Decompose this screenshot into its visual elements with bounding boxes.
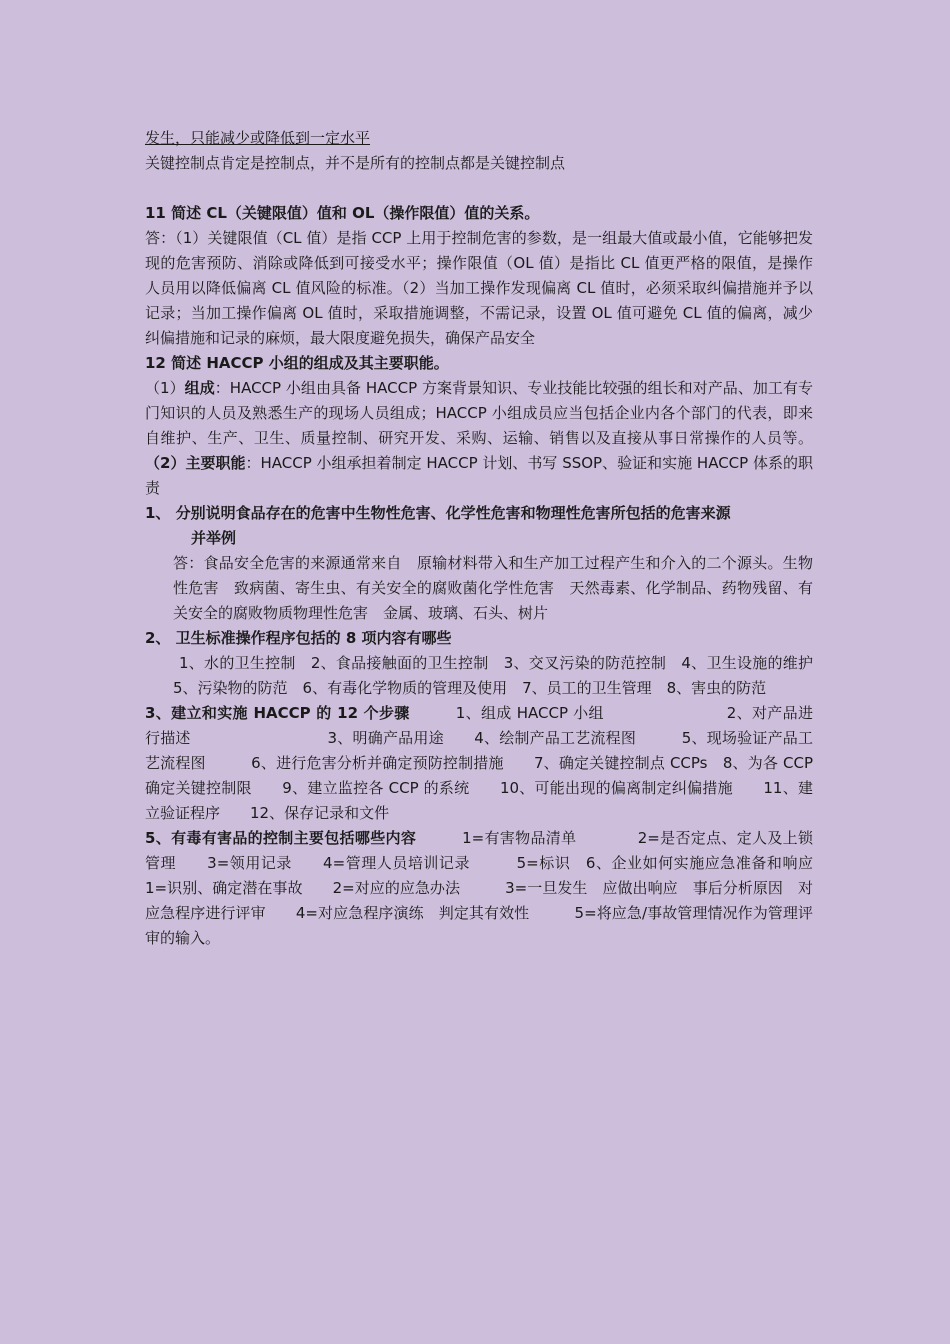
composition-text: ：HACCP 小组由具备 HACCP 方案背景知识、专业技能比较强的组长和对产品、加工有专门知识的人员及熟悉生产的现场人员组成；HACCP 小组成员应当包括企业内各个部门的代表，即来自维护、生产、卫生、质量控制、研究开发、采购、运输、销售以及直接从事日常操作的人员等。 [145,379,813,447]
item-1-title [145,501,813,551]
blank-line [145,176,813,201]
function-text: ：HACCP 小组承担着制定 HACCP 计划、书写 SSOP、验证和实施 HACCP 体系的职责 [145,454,813,497]
item-1-title-b: 并举例 [191,529,237,547]
text-line: 关键控制点肯定是控制点，并不是所有的控制点都是关键控制点 [145,154,566,172]
item-3-title: 3、建立和实施 HACCP 的 12 个步骤 [145,704,410,722]
item-5-title: 5、有毒有害品的控制主要包括哪些内容 [145,829,417,847]
answer-prefix: （1） [145,379,185,397]
item-2-answer [145,651,829,701]
item-1-number: 1、 [145,504,171,522]
composition-label: 组成 [184,379,215,397]
question-11-title: 11 简述 CL（关键限值）值和 OL（操作限值）值的关系。 [145,204,540,222]
item-1-answer: 答：食品安全危害的来源通常来自 原输材料带入和生产加工过程产生和介入的二个源头。生物性危害 致病菌、寄生虫、有关安全的腐败菌化学性危害 天然毒素、化学制品、药物残留、有关安全的腐败物质物理性危害 金属、玻璃、石头、树片 [173,554,813,622]
document-body [145,126,859,951]
item-2-title [145,626,813,651]
item-1-title-a: 分别说明食品存在的危害中生物性危害、化学性危害和物理性危害所包括的危害来源 [175,504,731,522]
text-line: 发生，只能减少或降低到一定水平 [145,129,371,147]
item-2-title-text: 卫生标准操作程序包括的 8 项内容有哪些 [175,629,452,647]
function-label: （2）主要职能 [145,454,246,472]
item-5-paragraph [145,826,859,951]
item-2-number: 2、 [145,629,171,647]
question-11-answer: 答：（1）关键限值（CL 值）是指 CCP 上用于控制危害的参数，是一组最大值或最小值，它能够把发现的危害预防、消除或降低到可接受水平；操作限值（OL 值）是指比 CL 值更严格的限值，是操作人员用以降低偏离 CL 值风险的标准。（2）当加工操作发现偏离 CL 值时，必须采取纠偏措施并予以记录；当加工操作偏离 OL 值时，采取措施调整，不需记录，设置 OL 值可避免 CL 值的偏离，减少纠偏措施和记录的麻烦，最大限度避免损失，确保产品安全 [145,229,813,347]
item-5-answer: 1=有害物品清单 2=是否定点、定人及上锁管理 3=领用记录 4=管理人员培训记录 5=标识 6、企业如何实施应急准备和响应 1=识别、确定潜在事故 2=对应的应急办法 3=一旦发生 应做出响应 事后分析原因 对应急程序进行评审 4=对应急程序演练 判定其有效性 5=将应急/事故管理情况作为管理评审的输入。 [145,829,859,947]
item-3-answer: 1、组成 HACCP 小组 2、对产品进行描述 3、明确产品用途 4、绘制产品工艺流程图 5、现场验证产品工艺流程图 6、进行危害分析并确定预防控制措施 7、确定关键控制点 CCPs 8、为各 CCP 确定关键控制限 9、建立监控各 CCP 的系统 10、可能出现的偏离制定纠偏措施 11、建立验证程序 12、保存记录和文件 [145,704,813,822]
question-12-answer [145,376,813,501]
item-2-answer-text: 1、水的卫生控制 2、食品接触面的卫生控制 3、交叉污染的防范控制 4、卫生设施的维护 5、污染物的防范 6、有毒化学物质的管理及使用 7、员工的卫生管理 8、害虫的防范 [173,654,829,697]
item-3-paragraph [145,701,813,826]
question-12-title: 12 简述 HACCP 小组的组成及其主要职能。 [145,354,449,372]
